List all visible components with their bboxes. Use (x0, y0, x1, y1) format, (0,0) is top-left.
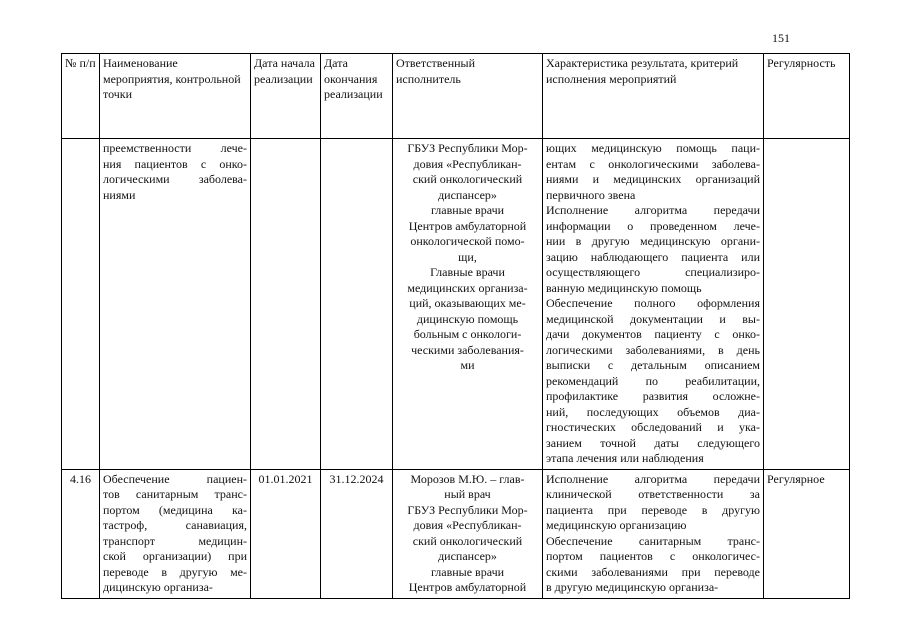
cell-line: ций, оказывающих ме- (409, 296, 526, 310)
measures-table (61, 53, 850, 599)
cell-line: медицинской документации и вы- (546, 311, 760, 326)
cell-line: Исполнение алгоритма передачи (546, 203, 760, 217)
header-result: Характеристика результата, критерий исполнения мероприятий (543, 54, 764, 139)
cell-line: щи, (458, 249, 477, 264)
header-regularity: Регулярность (764, 54, 850, 139)
cell-line: портом (медицина ка- (103, 502, 247, 517)
cell-line: портом пациентов с онкологичес- (546, 549, 760, 563)
table-header-row (62, 54, 850, 139)
page-number: 151 (772, 31, 790, 45)
cell-line: ющих медицинскую помощь паци- (546, 141, 760, 155)
cell-line: первичного звена (546, 187, 636, 202)
cell-line: ский онкологический (412, 172, 523, 186)
cell-line: ванную медицинскую помощь (546, 280, 702, 295)
cell-line: Центров амбулаторной (408, 580, 527, 594)
cell-line: нии в другую медицинскую органи- (546, 234, 760, 248)
header-name: Наименование мероприятия, контрольной точки (100, 54, 251, 139)
cell-responsible (393, 139, 543, 470)
cell-line: логическими заболеваниями, в день (546, 342, 760, 357)
cell-num (62, 139, 100, 470)
cell-line: Обеспечение санитарным транс- (546, 533, 760, 548)
cell-line: ний, последующих объемов диа- (546, 404, 760, 419)
cell-line: больным с онкологи- (413, 327, 522, 341)
cell-line: Центров амбулаторной (408, 218, 527, 233)
cell-end (321, 139, 393, 470)
cell-line: диспансер» (438, 549, 497, 563)
cell-line: Исполнение алгоритма передачи (546, 471, 760, 486)
table-row (62, 469, 850, 598)
cell-line: клинической ответственности за (546, 487, 760, 501)
cell-line: главные врачи (430, 203, 505, 217)
cell-line: профилактике развития осложне- (546, 389, 760, 403)
header-start: Дата начала реализации (251, 54, 321, 139)
cell-line: Главные врачи (430, 265, 505, 279)
cell-line: занием точной даты следующего (546, 435, 760, 450)
table-row (62, 139, 850, 470)
cell-line: медицинскую организацию (546, 518, 687, 532)
header-end: Дата окончания реализации (321, 54, 393, 139)
cell-result (543, 139, 764, 470)
cell-line: тов санитарным транс- (103, 487, 247, 501)
cell-line: тастроф, санавиация, (103, 518, 247, 532)
cell-line: Морозов М.Ю. – глав- (410, 471, 525, 486)
cell-result (543, 469, 764, 598)
cell-line: Обеспечение пациен- (103, 471, 247, 486)
cell-responsible (393, 469, 543, 598)
cell-line: преемственности лече- (103, 141, 247, 155)
cell-line: этапа лечения или наблюдения (546, 451, 704, 465)
cell-line: ский онкологический (412, 533, 523, 548)
cell-line: ный врач (444, 487, 491, 501)
cell-line: ниями (103, 187, 136, 202)
cell-line: логическими заболева- (103, 172, 247, 186)
cell-line: онкологической помо- (410, 234, 525, 248)
cell-num: 4.16 (62, 469, 100, 598)
cell-line: главные врачи (430, 564, 505, 579)
cell-line: гностических обследований и ука- (546, 420, 760, 434)
cell-line: осуществляющего специализиро- (546, 265, 760, 279)
cell-start: 01.01.2021 (251, 469, 321, 598)
cell-line: довия «Республикан- (413, 518, 522, 532)
cell-line: ской организации) при (103, 549, 247, 563)
header-num: № п/п (62, 54, 100, 139)
cell-line: транспорт медицин- (103, 533, 247, 548)
cell-line: ниями и медицинских организаций (546, 172, 760, 186)
cell-line: ния пациентов с онко- (103, 156, 247, 171)
cell-line: дицинскую организа- (103, 580, 213, 594)
cell-line: рекомендаций по реабилитации, (546, 373, 760, 388)
cell-line: в другую медицинскую организа- (546, 580, 719, 594)
cell-name (100, 469, 251, 598)
cell-line: Обеспечение полного оформления (546, 296, 760, 310)
cell-line: дачи документов пациенту с онко- (546, 327, 760, 341)
cell-regularity (764, 139, 850, 470)
cell-line: довия «Республикан- (413, 156, 522, 171)
cell-line: ческими заболевания- (411, 342, 524, 357)
cell-line: ГБУЗ Республики Мор- (407, 502, 528, 517)
cell-end: 31.12.2024 (321, 469, 393, 598)
cell-line: скими заболеваниями при переводе (546, 564, 760, 579)
cell-line: медицинских организа- (407, 280, 528, 295)
cell-line: переводе в другую ме- (103, 564, 247, 579)
cell-line: ентам с онкологическими заболева- (546, 156, 760, 171)
cell-line: ГБУЗ Республики Мор- (407, 141, 528, 155)
cell-line: пациента при переводе в другую (546, 502, 760, 517)
cell-start (251, 139, 321, 470)
cell-name (100, 139, 251, 470)
cell-line: диспансер» (438, 187, 497, 202)
cell-line: выписки с детальным описанием (546, 358, 760, 372)
cell-line: дицинскую помощь (416, 311, 519, 326)
cell-line: зацию наблюдающего пациента или (546, 249, 760, 264)
header-responsible: Ответственный исполнитель (393, 54, 543, 139)
cell-line: ми (460, 358, 475, 372)
cell-regularity: Регулярное (764, 469, 850, 598)
cell-line: информации о проведенном лече- (546, 218, 760, 233)
